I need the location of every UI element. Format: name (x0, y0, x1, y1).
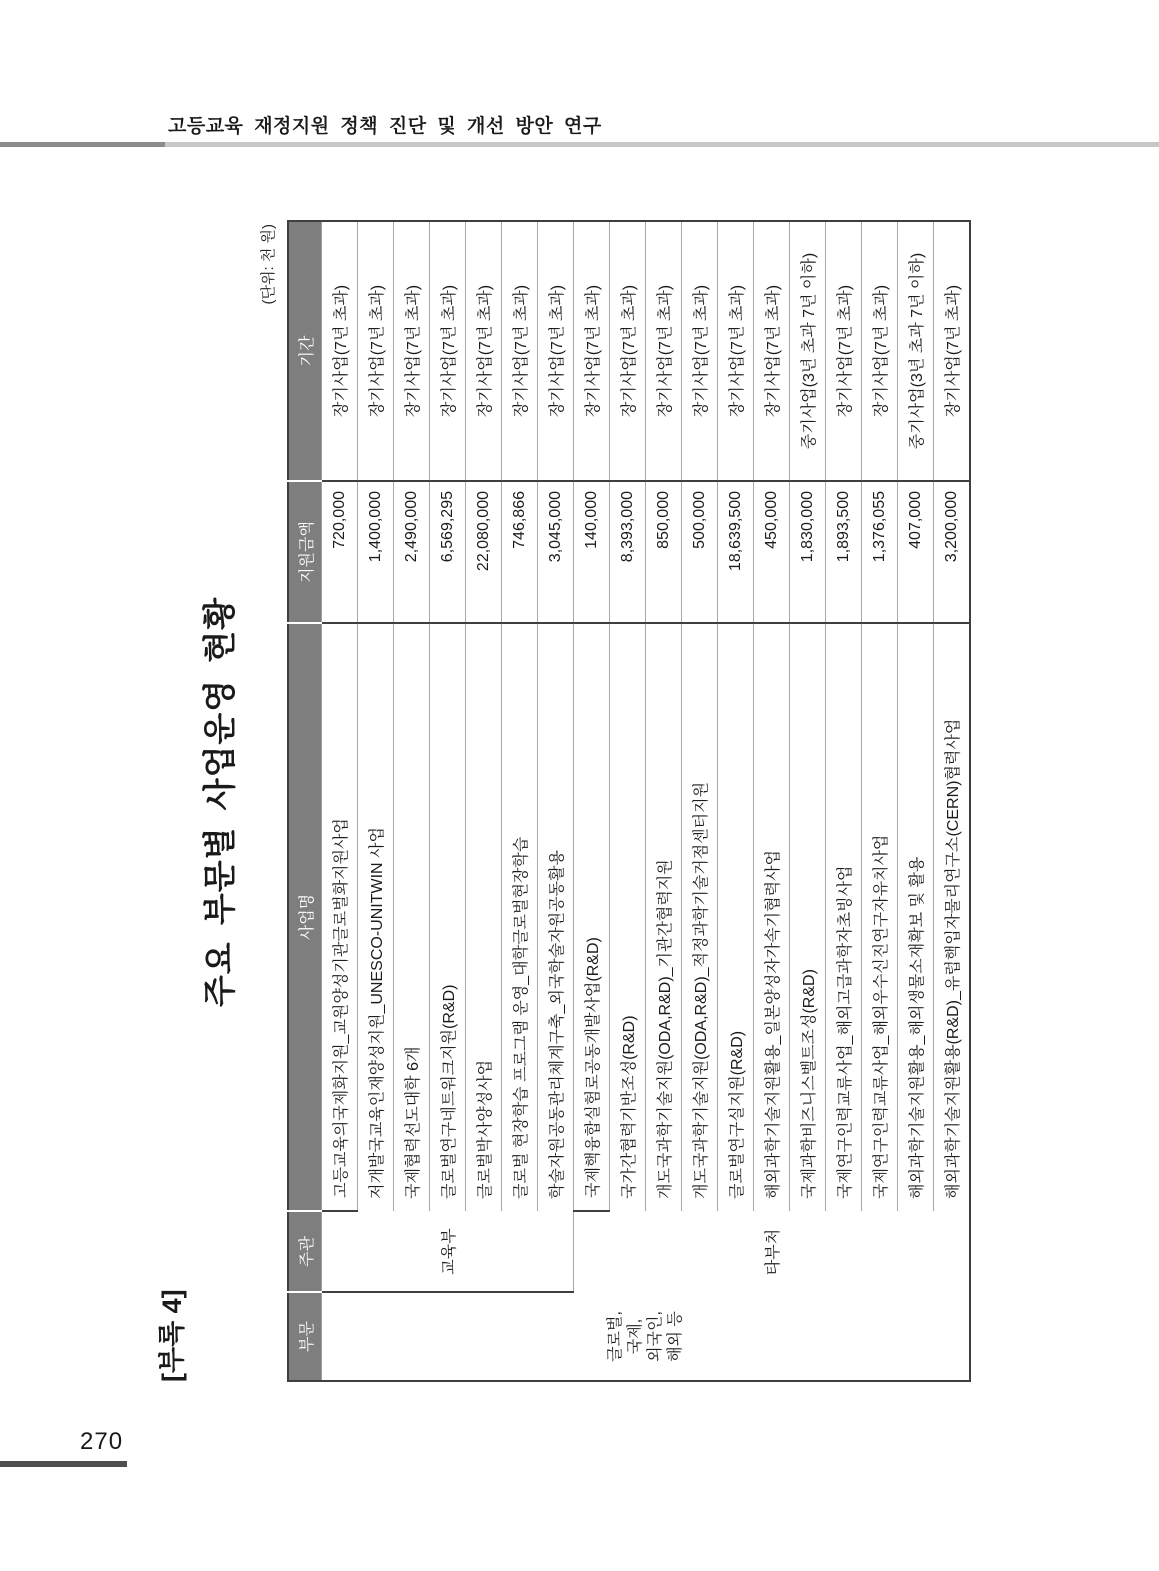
period-value: 장기사업(7년 초과) (934, 221, 971, 481)
sector-line: 외국인, (646, 1311, 664, 1362)
sector-line: 글로벌, (606, 1311, 624, 1362)
period-value: 장기사업(7년 초과) (466, 221, 502, 481)
col-header-period: 기간 (288, 221, 322, 481)
table-row (790, 221, 826, 1381)
table-row (502, 221, 538, 1381)
project-name: 저개발국교육인재양성지원_UNESCO-UNITWIN 사업 (358, 623, 394, 1211)
period-value: 장기사업(7년 초과) (574, 221, 610, 481)
amount-value: 407,000 (898, 481, 934, 623)
sector-line: 해외 등 (666, 1311, 684, 1362)
agency-cell-other: 타부처 (574, 1211, 971, 1292)
period-value: 장기사업(7년 초과) (394, 221, 430, 481)
table-row (610, 221, 646, 1381)
period-value: 장기사업(7년 초과) (610, 221, 646, 481)
amount-value: 1,400,000 (358, 481, 394, 623)
project-name: 글로벌 현장학습 프로그램 운영_대학글로벌현장학습 (502, 623, 538, 1211)
project-name: 개도국과학기술지원(ODA,R&D)_기관간협력지원 (646, 623, 682, 1211)
amount-value: 6,569,295 (430, 481, 466, 623)
table-row (394, 221, 430, 1381)
period-value: 장기사업(7년 초과) (358, 221, 394, 481)
amount-value: 140,000 (574, 481, 610, 623)
period-value: 중기사업(3년 초과 7년 이하) (898, 221, 934, 481)
table-header-row (288, 221, 322, 1381)
amount-value: 1,893,500 (826, 481, 862, 623)
rotated-appendix-block (150, 222, 989, 1382)
project-name: 국제과학비즈니스벨트조성(R&D) (790, 623, 826, 1211)
amount-value: 450,000 (754, 481, 790, 623)
table-row (934, 221, 971, 1381)
amount-value: 720,000 (322, 481, 358, 623)
period-value: 장기사업(7년 초과) (718, 221, 754, 481)
table-row (358, 221, 394, 1381)
amount-value: 3,045,000 (538, 481, 574, 623)
table-row (538, 221, 574, 1381)
amount-value: 22,080,000 (466, 481, 502, 623)
project-name: 해외과학기술지원활용_일본양성자가속기협력사업 (754, 623, 790, 1211)
table-row (430, 221, 466, 1381)
period-value: 장기사업(7년 초과) (826, 221, 862, 481)
amount-value: 850,000 (646, 481, 682, 623)
project-name: 국제연구인력교류사업_해외우수신진연구자유치사업 (862, 623, 898, 1211)
table-row (466, 221, 502, 1381)
period-value: 중기사업(3년 초과 7년 이하) (790, 221, 826, 481)
appendix-label: [부록 4] (157, 1289, 187, 1382)
amount-value: 3,200,000 (934, 481, 971, 623)
appendix-title: 주요 부문별 사업운영 현황 (201, 596, 238, 1008)
unit-note: (단위: 천 원) (260, 224, 277, 305)
table-row (826, 221, 862, 1381)
table-row (862, 221, 898, 1381)
amount-value: 8,393,000 (610, 481, 646, 623)
col-header-sector: 부문 (288, 1292, 322, 1381)
project-name: 국가간협력기반조성(R&D) (610, 623, 646, 1211)
project-name: 개도국과학기술지원(ODA,R&D)_적정과학기술거점센터지원 (682, 623, 718, 1211)
project-name: 국제연구인력교류사업_해외고급과학자초빙사업 (826, 623, 862, 1211)
sector-cell (322, 1292, 971, 1381)
table-row (646, 221, 682, 1381)
table-row (322, 221, 358, 1381)
period-value: 장기사업(7년 초과) (322, 221, 358, 481)
period-value: 장기사업(7년 초과) (502, 221, 538, 481)
period-value: 장기사업(7년 초과) (646, 221, 682, 481)
period-value: 장기사업(7년 초과) (754, 221, 790, 481)
period-value: 장기사업(7년 초과) (430, 221, 466, 481)
running-head-title: 고등교육 재정지원 정책 진단 및 개선 방안 연구 (168, 116, 602, 137)
amount-value: 746,866 (502, 481, 538, 623)
header-rule-dark-segment (0, 142, 165, 147)
header-rule-light-segment (165, 142, 1159, 147)
project-name: 해외과학기술지원활용_해외생물소재확보 및 활용 (898, 623, 934, 1211)
project-name: 글로벌연구네트워크지원(R&D) (430, 623, 466, 1211)
col-header-agency: 주관 (288, 1211, 322, 1292)
project-name: 국제협력선도대학 6개 (394, 623, 430, 1211)
sector-line: 국제, (626, 1318, 644, 1355)
project-name: 고등교육의국제화지원_교원양성기관글로벌화지원사업 (322, 623, 358, 1211)
project-name: 글로벌연구실지원(R&D) (718, 623, 754, 1211)
program-table (287, 220, 971, 1382)
amount-value: 1,376,055 (862, 481, 898, 623)
project-name: 국제핵융합실험로공동개발사업(R&D) (574, 623, 610, 1211)
table-row (754, 221, 790, 1381)
table-row (718, 221, 754, 1381)
project-name: 해외과학기술지원활용(R&D)_유럽핵입자물리연구소(CERN)협력사업 (934, 623, 971, 1211)
table-row (682, 221, 718, 1381)
amount-value: 18,639,500 (718, 481, 754, 623)
footer-bar (0, 1461, 127, 1467)
period-value: 장기사업(7년 초과) (538, 221, 574, 481)
table-row (898, 221, 934, 1381)
amount-value: 1,830,000 (790, 481, 826, 623)
project-name: 학술자원공동관리체계구축_외국학술자원공동활용 (538, 623, 574, 1211)
period-value: 장기사업(7년 초과) (862, 221, 898, 481)
amount-value: 500,000 (682, 481, 718, 623)
amount-value: 2,490,000 (394, 481, 430, 623)
col-header-amount: 지원금액 (288, 481, 322, 623)
page-number: 270 (80, 1428, 124, 1455)
project-name: 글로벌박사양성사업 (466, 623, 502, 1211)
period-value: 장기사업(7년 초과) (682, 221, 718, 481)
table-row (574, 221, 610, 1381)
col-header-project: 사업명 (288, 623, 322, 1211)
agency-cell-moe: 교육부 (322, 1211, 574, 1292)
